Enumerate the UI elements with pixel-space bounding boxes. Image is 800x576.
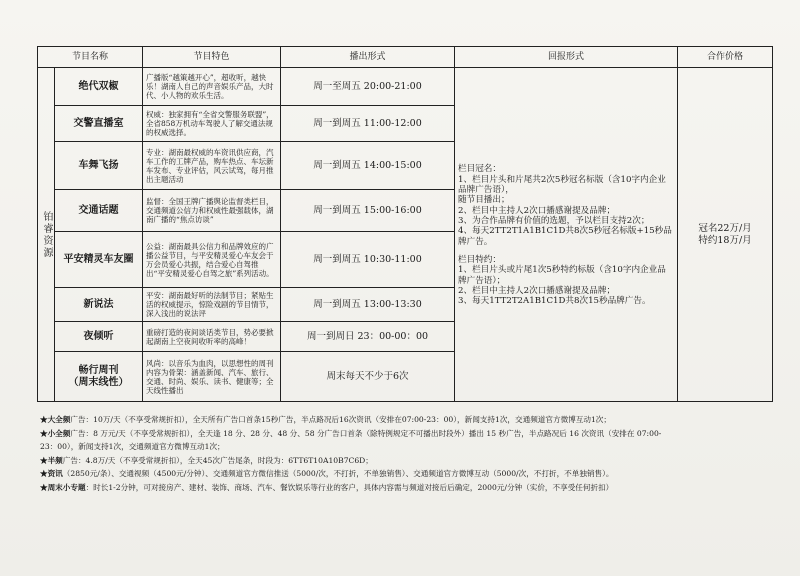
- price-naming: 冠名22万/月: [698, 223, 752, 235]
- program-feature: 公益：湖南最具公信力和品牌效应的广播公益节目，与平安精灵爱心车友会于万会员爱心共振，结合爱心自驾推出“平安精灵爱心自驾之旅”系列活动。: [143, 232, 281, 288]
- program-time: 周一到周五 10:30-11:00: [281, 232, 455, 288]
- table-header-row: [38, 47, 773, 68]
- note-line: ★小全频广告：8 万元/天（不享受常规折扣），全天逢 18 分、28 分、48 分、58 分广告口首条（除特例规定不可播出时段外）播出 15 秒广告，半点路况后 16 次资讯（安排在 07:00-: [40, 428, 662, 438]
- program-table: [37, 46, 773, 402]
- program-feature: 重磅打造的夜间谈话类节目，势必要掀起湖南上空夜间收听率的高峰！: [143, 322, 281, 352]
- program-name: 平安精灵车友圈: [55, 232, 143, 288]
- header-program-name: 节目名称: [38, 47, 143, 68]
- note-line: ★半频广告：4.8万/天（不享受常规折扣），全天45次广告尾条，时段为：6TT6T10A10B7C6D；: [40, 455, 373, 465]
- stamp-mark: [780, 300, 798, 360]
- program-feature: 广播版“越策越开心”，超收听，越快乐！湖南人自己的声音娱乐产品，大时代、小人物的欢乐生活。: [143, 68, 281, 106]
- return-naming-item: 4、每天2TT2T1A1B1C1D共8次5秒冠名标版+15秒品牌广告。: [458, 226, 672, 247]
- header-broadcast: 播出形式: [281, 47, 455, 68]
- program-time: 周一到周五 14:00-15:00: [281, 142, 455, 190]
- return-naming-item: 随节目播出；: [458, 195, 510, 206]
- brand-cell: 铂睿资源: [38, 68, 55, 402]
- return-special-item: 3、每天1TT2T2A1B1C1D共8次15秒品牌广告。: [458, 296, 651, 307]
- program-feature: 专业：湖南最权威的车资讯供应商，汽车工作的工牌产品，购车热点、车坛新车发布、专业评估，风云试驾，每月推出主题活动: [143, 142, 281, 190]
- return-special-item: 1、栏目片头或片尾1次5秒特约标版（含10字内企业品牌广告语）；: [458, 265, 666, 286]
- price-cell: [678, 68, 773, 402]
- note-line: 23：00），新闻支持1次，交通频道官方微博互动1次；: [40, 442, 225, 451]
- program-time: 周末每天不少于6次: [281, 352, 455, 402]
- program-feature: 平安：湖南最好听的法制节目；紧贴生活的权威提示，惊险戏剧的节目情节，深入浅出的说法评: [143, 288, 281, 322]
- header-price: 合作价格: [678, 47, 773, 68]
- program-feature: 权威：独家拥有“全省交警服务联盟”，全省858万机动车驾驶人了解交通法规的权威选择。: [143, 106, 281, 142]
- program-time: 周一到周五 13:00-13:30: [281, 288, 455, 322]
- return-special-item: 2、栏目中主持人2次口播感谢提及品牌；: [458, 285, 616, 296]
- return-naming-item: 1、栏目片头和片尾共2次5秒冠名标版（含10字内企业品牌广告语），: [458, 174, 666, 196]
- program-name: 夜倾听: [55, 322, 143, 352]
- program-name: 畅行周刊 （周末线性）: [55, 352, 143, 402]
- program-feature: 监督：全国王牌广播舆论监督类栏目，交通频道公信力和权威性最强载体，湖南广播的“焦点访谈”: [143, 190, 281, 232]
- program-time: 周一到周五 15:00-16:00: [281, 190, 455, 232]
- return-special-title: 栏目特约：: [458, 254, 501, 265]
- program-time: 周一到周日 23：00-00：00: [281, 322, 455, 352]
- return-naming-title: 栏目冠名：: [458, 164, 501, 175]
- program-feature: 风尚：以音乐为血肉，以思想性的周刊内容为骨架：涵盖新闻、汽车、旅行、交通、时尚、娱乐、读书、健康等；全天线性播出: [143, 352, 281, 402]
- program-name: 交通话题: [55, 190, 143, 232]
- header-feature: 节目特色: [143, 47, 281, 68]
- notes-section: [40, 413, 780, 494]
- return-cell: [455, 68, 678, 402]
- program-name: 交警直播室: [55, 106, 143, 142]
- program-time: 周一至周五 20:00-21:00: [281, 68, 455, 106]
- header-return: 回报形式: [455, 47, 678, 68]
- program-name: 新说法: [55, 288, 143, 322]
- note-line: ★周末小专题：时长1-2分钟，可对接房产、建材、装饰、商场、汽车、餐饮娱乐等行业的客户，具体内容需与频道对接后后确定，2000元/分钟（实价，不享受任何折扣）: [40, 482, 614, 492]
- note-line: ★大全频广告：10万/天（不享受常规折扣），全天所有广告口首条15秒广告，半点路况后16次资讯（安排在07:00-23：00），新闻支持1次，交通频道官方微博互动1次；: [40, 415, 611, 424]
- price-special: 特约18万/月: [698, 234, 752, 246]
- program-time: 周一到周五 11:00-12:00: [281, 106, 455, 142]
- return-naming-item: 2、栏目中主持人2次口播感谢提及品牌；: [458, 205, 616, 216]
- program-name: 绝代双椒: [55, 68, 143, 106]
- table-row: [38, 68, 773, 106]
- note-line: ★资讯（2850元/条）、交通视频（4500元/分钟）、交通频道官方微信推送（5000/次，不打折，不单独销售）、交通频道官方微博互动（5000/次，不打折，不单独销售）。: [40, 469, 614, 478]
- program-name: 车舞飞扬: [55, 142, 143, 190]
- return-naming-item: 3、为合作品牌有价值的选题，予以栏目支持2次；: [458, 216, 650, 227]
